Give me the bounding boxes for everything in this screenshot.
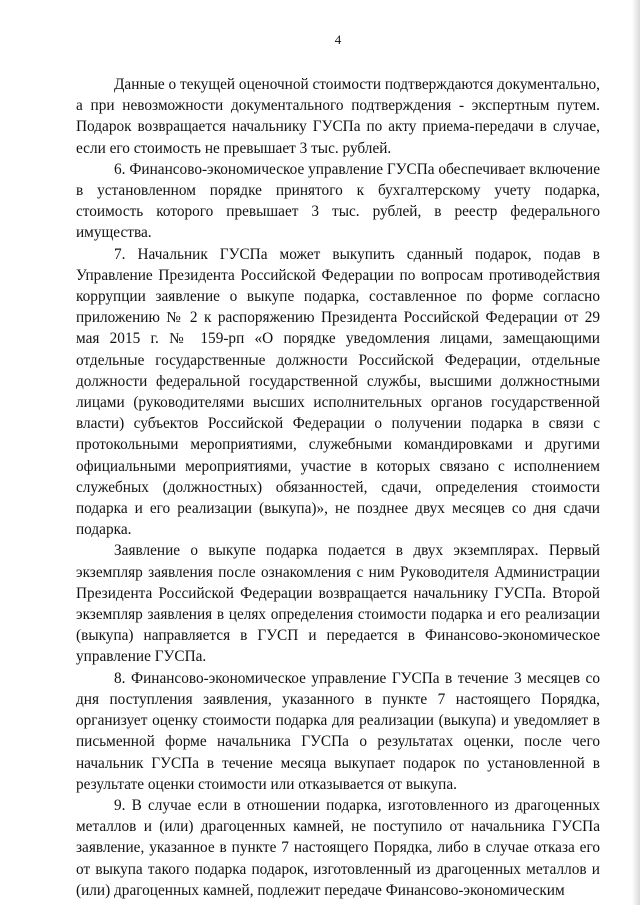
paragraph-8: 8. Финансово-экономическое управление ГУСПа в течение 3 месяцев со дня поступления заявления, указанного в пункте 7 настоящего Порядка, организует оценку стоимости подарка для реализации (выкупа) и уведомляет в письменной форме начальника ГУСПа о результатах оценки, после чего начальник ГУСПа в течение месяца выкупает подарок по установленной в результате оценки стоимости или отказывается от выкупа.	[76, 669, 600, 793]
paragraph-6: 6. Финансово-экономическое управление ГУСПа обеспечивает включение в установленном порядке принятого к бухгалтерскому учету подарка, стоимость которого превышает 3 тыс. рублей, в реестр федерального имущества.	[76, 160, 600, 242]
paragraph-application: Заявление о выкупе подарка подается в двух экземплярах. Первый экземпляр заявления после ознакомления с ним Руководителя Администрации Президента Российской Федерации возвращается начальнику ГУСПа. Второй экземпляр заявления в целях определения стоимости подарка и его реализации (выкупа) направляется в ГУСП и передается в Финансово-экономическое управление ГУСПа.	[76, 542, 600, 666]
paragraph-valuation: Данные о текущей оценочной стоимости подтверждаются документально, а при невозможности документального подтверждения - экспертным путем. Подарок возвращается начальнику ГУСПа по акту приема-передачи в случае, если его стоимость не превышает 3 тыс. рублей.	[76, 76, 600, 157]
paragraph-9: 9. В случае если в отношении подарка, изготовленного из драгоценных металлов и (или) драгоценных камней, не поступило от начальника ГУСПа заявление, указанное в пункте 7 настоящего Порядка, либо в случае отказа его от выкупа такого подарка подарок, изготовленный из драгоценных металлов и (или) драгоценных камней, подлежит передаче Финансово-экономическим	[76, 796, 600, 899]
page-number: 4	[334, 32, 342, 47]
page-edge-shadow	[632, 0, 640, 905]
paragraph-7: 7. Начальник ГУСПа может выкупить сданный подарок, подав в Управление Президента Российской Федерации по вопросам противодействия коррупции заявление о выкупе подарка, составленное по форме согласно приложению № 2 к распоряжению Президента Российской Федерации от 29 мая 2015 г. № 159-рп «О порядке уведомления лицами, замещающими отдельные государственные должности Российской Федерации, отдельные должности федеральной государственной службы, высшими должностными лицами (руководителями высших исполнительных органов государственной власти) субъектов Российской Федерации о получении подарка в связи с протокольными мероприятиями, служебными командировками и другими официальными мероприятиями, участие в которых связано с исполнением служебных (должностных) обязанностей, сдачи, определения стоимости подарка и его реализации (выкупа)», не позднее двух месяцев со дня сдачи подарка.	[76, 245, 600, 539]
